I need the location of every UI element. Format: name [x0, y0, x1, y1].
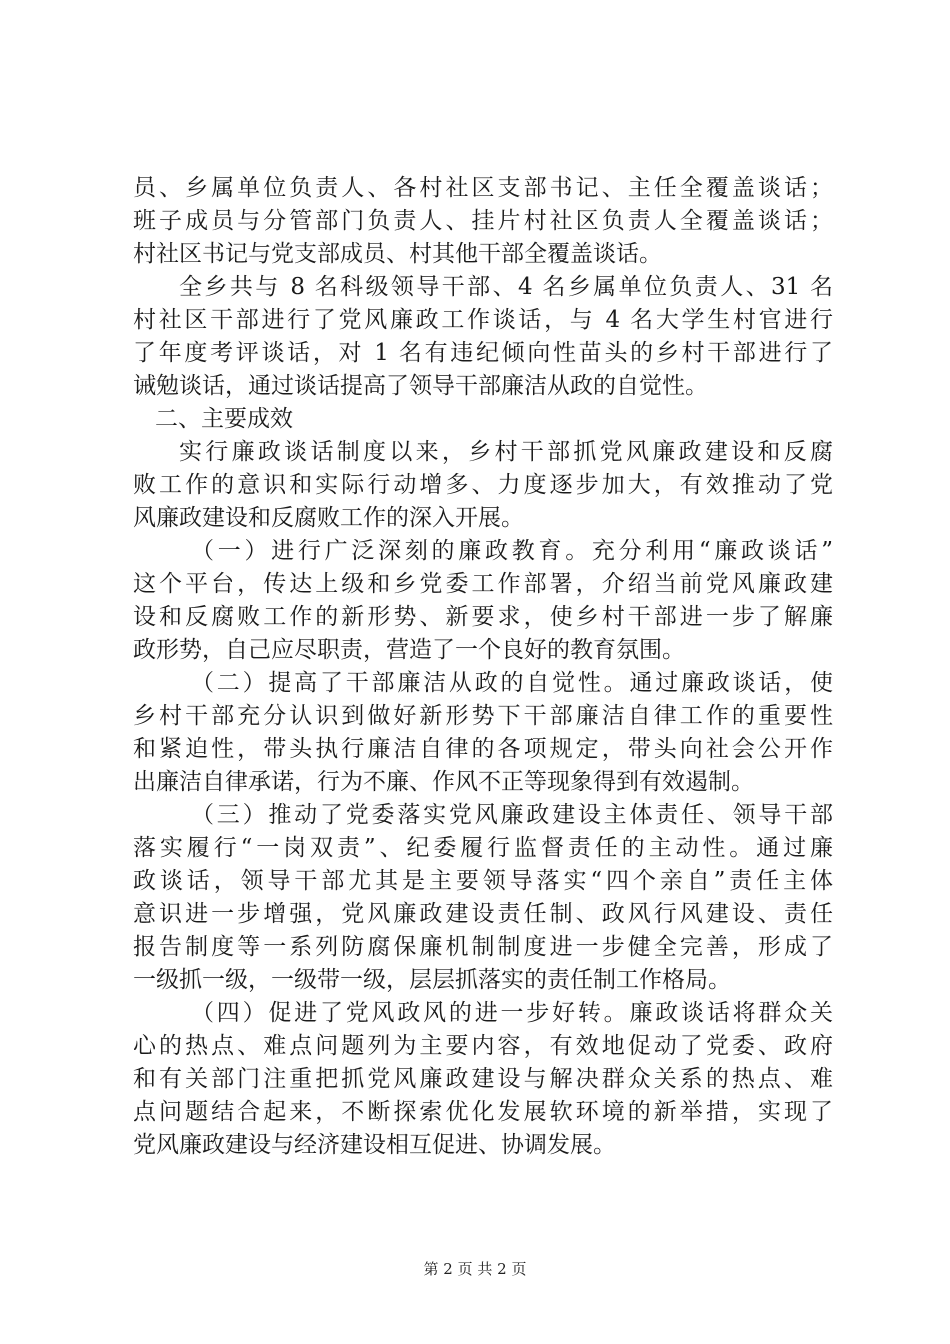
paragraph-start-line: 实行廉政谈话制度以来，乡村干部抓党风廉政建设和反腐	[179, 439, 833, 465]
text-line: 落实履行“一岗双责”、纪委履行监督责任的主动性。通过廉	[133, 835, 833, 861]
section-heading: 二、主要成效	[155, 406, 293, 432]
text-line: 点问题结合起来，不断探索优化发展软环境的新举措，实现了	[133, 1099, 833, 1125]
text-line: 党风廉政建设与经济建设相互促进、协调发展。	[133, 1132, 616, 1158]
text-line: 心的热点、难点问题列为主要内容，有效地促动了党委、政府	[133, 1033, 833, 1059]
paragraph-start-line: （四）促进了党风政风的进一步好转。廉政谈话将群众关	[191, 1000, 833, 1026]
text-line: 报告制度等一系列防腐保廉机制制度进一步健全完善，形成了	[133, 934, 833, 960]
text-line: 和紧迫性，带头执行廉洁自律的各项规定，带头向社会公开作	[133, 736, 833, 762]
paragraph-start-line: （一）进行广泛深刻的廉政教育。充分利用“廉政谈话”	[191, 538, 833, 564]
text-line: 诫勉谈话，通过谈话提高了领导干部廉洁从政的自觉性。	[133, 373, 708, 399]
document-body	[133, 172, 833, 1162]
text-line: 出廉洁自律承诺，行为不廉、作风不正等现象得到有效遏制。	[133, 769, 754, 795]
text-line: 败工作的意识和实际行动增多、力度逐步加大，有效推动了党	[133, 472, 833, 498]
text-line: 风廉政建设和反腐败工作的深入开展。	[133, 505, 524, 531]
text-line: 乡村干部充分认识到做好新形势下干部廉洁自律工作的重要性	[133, 703, 833, 729]
page-footer: 第 2 页 共 2 页	[423, 1260, 527, 1278]
text-line: 和有关部门注重把抓党风廉政建设与解决群众关系的热点、难	[133, 1066, 833, 1092]
text-line: 意识进一步增强，党风廉政建设责任制、政风行风建设、责任	[133, 901, 833, 927]
text-line: 了年度考评谈话，对 1 名有违纪倾向性苗头的乡村干部进行了	[133, 340, 833, 366]
paragraph-start-line: （二）提高了干部廉洁从政的自觉性。通过廉政谈话，使	[191, 670, 833, 696]
text-line: 政谈话，领导干部尤其是主要领导落实“四个亲自”责任主体	[133, 868, 833, 894]
text-line: 班子成员与分管部门负责人、挂片村社区负责人全覆盖谈话；	[133, 208, 833, 234]
text-line: 员、乡属单位负责人、各村社区支部书记、主任全覆盖谈话；	[133, 175, 833, 201]
text-line: 村社区书记与党支部成员、村其他干部全覆盖谈话。	[133, 241, 662, 267]
text-line: 一级抓一级，一级带一级，层层抓落实的责任制工作格局。	[133, 967, 731, 993]
text-line: 设和反腐败工作的新形势、新要求，使乡村干部进一步了解廉	[133, 604, 833, 630]
paragraph-start-line: （三）推动了党委落实党风廉政建设主体责任、领导干部	[191, 802, 833, 828]
text-line: 这个平台，传达上级和乡党委工作部署，介绍当前党风廉政建	[133, 571, 833, 597]
paragraph-start-line: 全乡共与 8 名科级领导干部、4 名乡属单位负责人、31 名	[179, 274, 833, 300]
text-line: 政形势，自己应尽职责，营造了一个良好的教育氛围。	[133, 637, 685, 663]
text-line: 村社区干部进行了党风廉政工作谈话，与 4 名大学生村官进行	[133, 307, 833, 333]
